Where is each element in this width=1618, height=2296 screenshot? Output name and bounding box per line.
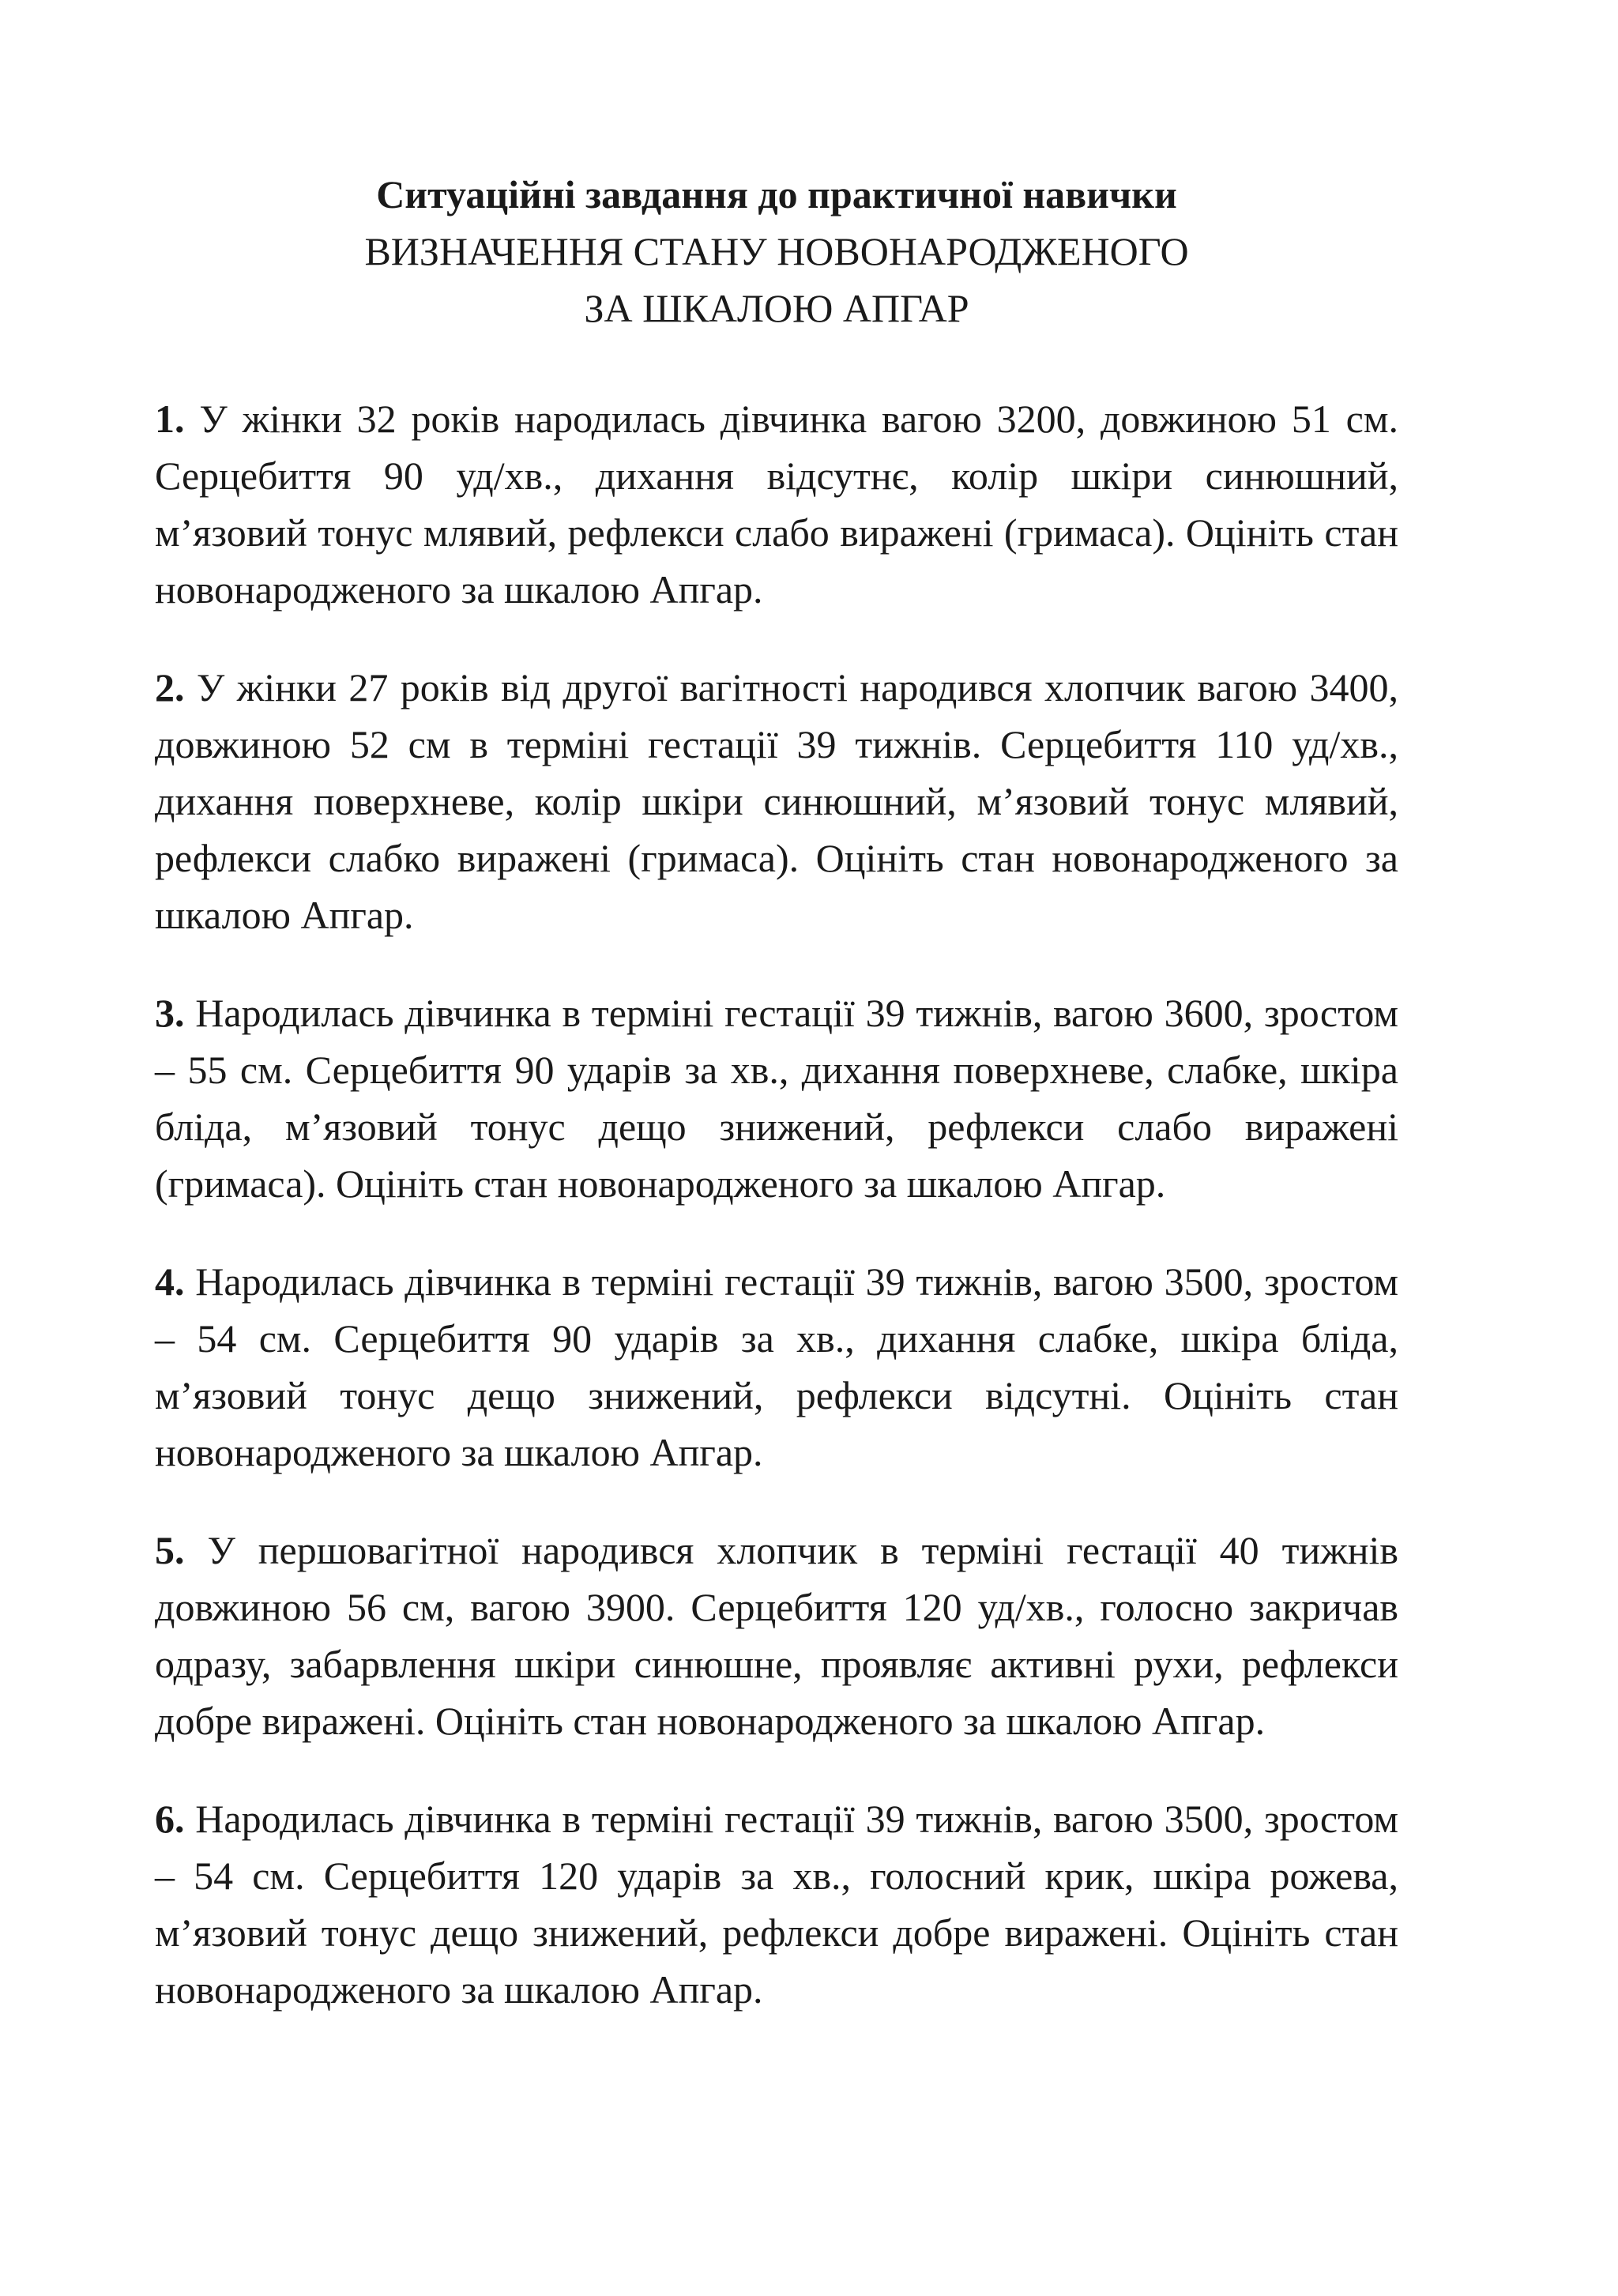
task-text: Народилась дівчинка в терміні гестації 39 тижнів, вагою 3500, зростом – 54 см. Серцебиття 90 ударів за хв., дихання слабке, шкіра бліда, м’язовий тонус дещо знижений, рефлекси відсутні. Оцініть стан новонародженого за шкалою Апгар. — [155, 1259, 1399, 1474]
task-item-1 — [155, 390, 1398, 618]
task-text: У першовагітної народився хлопчик в терміні гестації 40 тижнів довжиною 56 см, вагою 3900. Серцебиття 120 уд/хв., голосно закричав одразу, забарвлення шкіри синюшне, проявляє активні рухи, рефлекси добре виражені. Оцініть стан новонародженого за шкалою Апгар. — [155, 1528, 1399, 1743]
task-item-5 — [155, 1522, 1398, 1749]
task-item-2 — [155, 659, 1398, 943]
task-number: 1. — [155, 397, 185, 441]
document-title: Ситуаційні завдання до практичної навички — [376, 172, 1177, 216]
task-text: Народилась дівчинка в терміні гестації 39 тижнів, вагою 3600, зростом – 55 см. Серцебиття 90 ударів за хв., дихання поверхневе, слабке, шкіра бліда, м’язовий тонус дещо знижений, рефлекси слабо виражені (гримаса). Оцініть стан новонародженого за шкалою Апгар. — [155, 991, 1399, 1206]
task-text: Народилась дівчинка в терміні гестації 39 тижнів, вагою 3500, зростом – 54 см. Серцебиття 120 ударів за хв., голосний крик, шкіра рожева, м’язовий тонус дещо знижений, рефлекси добре виражені. Оцініть стан новонародженого за шкалою Апгар. — [155, 1797, 1399, 2012]
document-heading — [155, 166, 1398, 337]
task-text: У жінки 32 років народилась дівчинка вагою 3200, довжиною 51 см. Серцебиття 90 уд/хв., дихання відсутнє, колір шкіри синюшний, м’язовий тонус млявий, рефлекси слабо виражені (гримаса). Оцініть стан новонародженого за шкалою Апгар. — [155, 397, 1399, 612]
task-number: 2. — [155, 665, 185, 710]
task-item-4 — [155, 1253, 1398, 1481]
task-item-6 — [155, 1790, 1398, 2018]
document-subtitle-line-1: ВИЗНАЧЕННЯ СТАНУ НОВОНАРОДЖЕНОГО — [364, 229, 1189, 273]
document-subtitle-line-2: ЗА ШКАЛОЮ АПГАР — [584, 286, 969, 330]
task-item-3 — [155, 984, 1398, 1212]
task-text: У жінки 27 років від другої вагітності народився хлопчик вагою 3400, довжиною 52 см в терміні гестації 39 тижнів. Серцебиття 110 уд/хв., дихання поверхневе, колір шкіри синюшний, м’язовий тонус млявий, рефлекси слабко виражені (гримаса). Оцініть стан новонародженого за шкалою Апгар. — [155, 665, 1398, 937]
document-page — [155, 166, 1398, 2059]
task-number: 3. — [155, 991, 185, 1035]
task-number: 4. — [155, 1259, 185, 1304]
task-number: 5. — [155, 1528, 185, 1572]
task-number: 6. — [155, 1797, 185, 1841]
